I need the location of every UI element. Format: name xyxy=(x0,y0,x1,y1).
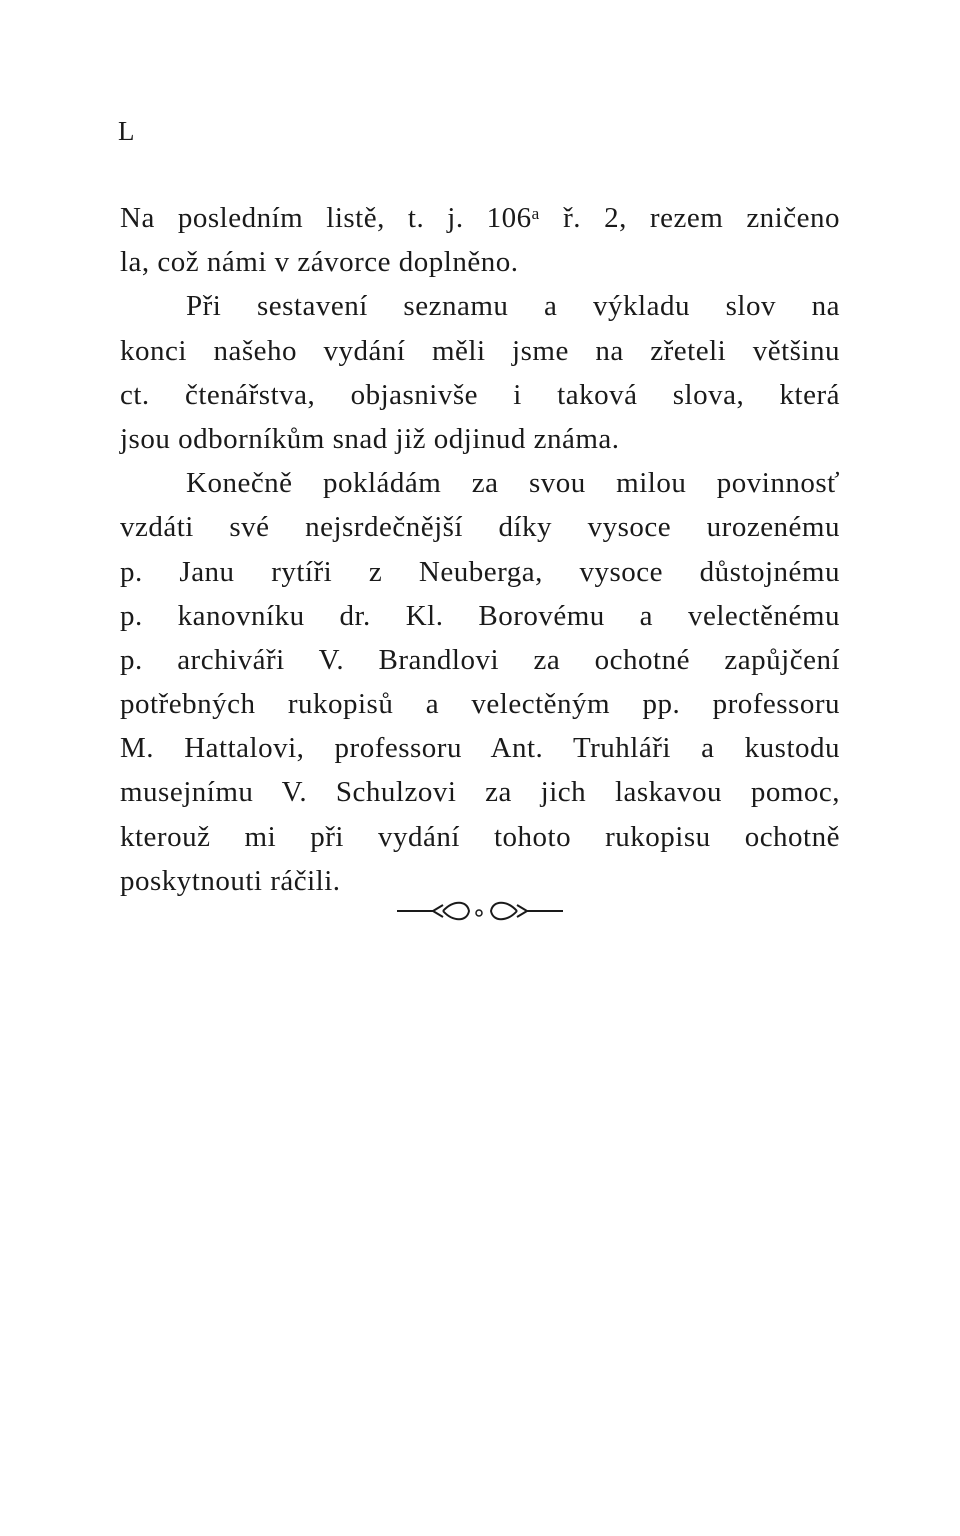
text-line: p. archiváři V. Brandlovi za ochotné zapůjčení xyxy=(120,643,840,676)
text-line: Konečně pokládám za svou milou povinnosť xyxy=(186,467,840,500)
body-text xyxy=(120,196,840,903)
text-line: la, což námi v závorce doplněno. xyxy=(120,246,519,279)
text-line: kterouž mi při vydání tohoto rukopisu ochotně xyxy=(120,820,840,853)
text-line: M. Hattalovi, professoru Ant. Truhláři a kustodu xyxy=(120,732,840,765)
text-line: Při sestavení seznamu a výkladu slov na xyxy=(186,290,840,323)
text-line: musejnímu V. Schulzovi za jich laskavou pomoc, xyxy=(120,776,840,809)
text-line: Na posledním listě, t. j. 106ᵃ ř. 2, rezem zničeno xyxy=(120,202,840,234)
decorative-rule-ornament-icon xyxy=(395,896,565,926)
text-line: vzdáti své nejsrdečnější díky vysoce urozenému xyxy=(120,511,840,544)
text-line: poskytnouti ráčili. xyxy=(120,864,341,897)
text-line: p. Janu rytíři z Neuberga, vysoce důstojnému xyxy=(120,555,840,588)
text-line: p. kanovníku dr. Kl. Borovému a velectěnému xyxy=(120,599,840,632)
text-line: potřebných rukopisů a velectěným pp. professoru xyxy=(120,688,840,721)
text-line: konci našeho vydání měli jsme na zřeteli většinu xyxy=(120,334,840,367)
text-line: ct. čtenářstva, objasnivše i taková slova, která xyxy=(120,378,840,411)
text-line: jsou odborníkům snad již odjinud známa. xyxy=(120,422,620,455)
page-number: L xyxy=(118,116,135,146)
